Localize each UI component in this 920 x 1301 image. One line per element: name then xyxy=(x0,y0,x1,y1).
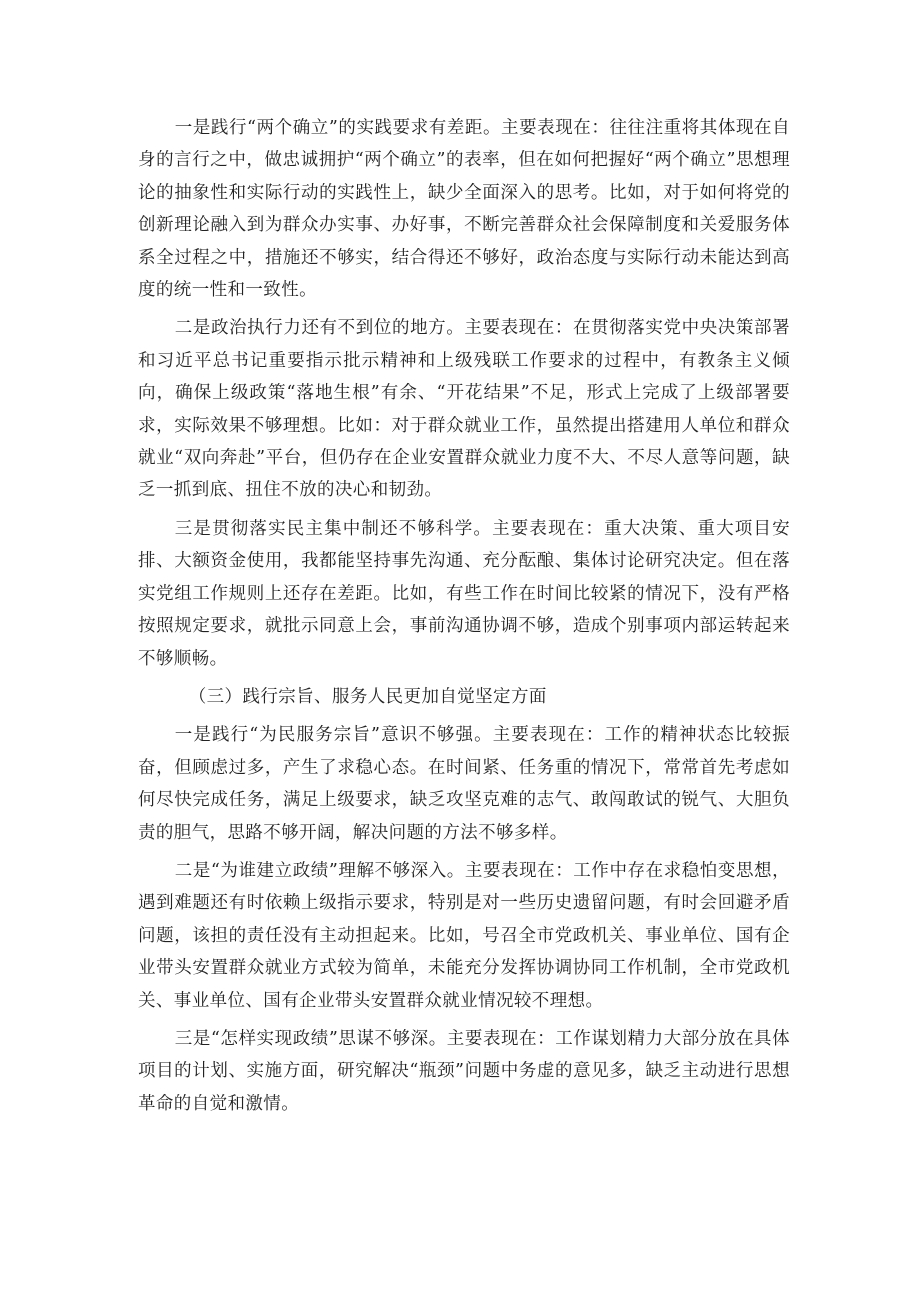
paragraph-for-whom-achievements: 二是“为谁建立政绩”理解不够深入。主要表现在：工作中存在求稳怕变思想，遇到难题还有时依赖上级指示要求，特别是对一些历史遗留问题，有时会回避矛盾问题，该担的责任没有主动担起来。比如，号召全市党政机关、事业单位、国有企业带头安置群众就业方式较为简单，未能充分发挥协调协同工作机制，全市党政机关、事业单位、国有企业带头安置群众就业情况较不理想。 xyxy=(138,860,790,1011)
document-body xyxy=(138,112,790,1126)
paragraph-political-execution: 二是政治执行力还有不到位的地方。主要表现在：在贯彻落实党中央决策部署和习近平总书记重要指示批示精神和上级残联工作要求的过程中，有教条主义倾向，确保上级政策“落地生根”有余、“开花结果”不足，形式上完成了上级部署要求，实际效果不够理想。比如：对于群众就业工作，虽然提出搭建用人单位和群众就业“双向奔赴”平台，但仍存在企业安置群众就业力度不大、不尽人意等问题，缺乏一抓到底、扭住不放的决心和韧劲。 xyxy=(138,318,790,501)
paragraph-serve-people: 一是践行“为民服务宗旨”意识不够强。主要表现在：工作的精神状态比较振奋，但顾虑过多，产生了求稳心态。在时间紧、任务重的情况下，常常首先考虑如何尽快完成任务，满足上级要求，缺乏攻坚克难的志气、敢闯敢试的锐气、大胆负责的胆气，思路不够开阔，解决问题的方法不够多样。 xyxy=(138,725,790,843)
paragraph-how-achievements: 三是“怎样实现政绩”思谋不够深。主要表现在：工作谋划精力大部分放在具体项目的计划、实施方面，研究解决“瓶颈”问题中务虚的意见多，缺乏主动进行思想革命的自觉和激情。 xyxy=(138,1028,790,1114)
paragraph-two-establishments: 一是践行“两个确立”的实践要求有差距。主要表现在：往往注重将其体现在自身的言行之中，做忠诚拥护“两个确立”的表率，但在如何把握好“两个确立”思想理论的抽象性和实际行动的实践性上，缺少全面深入的思考。比如，对于如何将党的创新理论融入到为群众办实事、办好事，不断完善群众社会保障制度和关爱服务体系全过程之中，措施还不够实，结合得还不够好，政治态度与实际行动未能达到高度的统一性和一致性。 xyxy=(138,118,790,301)
paragraph-democratic-centralism: 三是贯彻落实民主集中制还不够科学。主要表现在：重大决策、重大项目安排、大额资金使用，我都能坚持事先沟通、充分酝酿、集体讨论研究决定。但在落实党组工作规则上还存在差距。比如，有些工作在时间比较紧的情况下，没有严格按照规定要求，就批示同意上会，事前沟通协调不够，造成个别事项内部运转起来不够顺畅。 xyxy=(138,518,790,669)
section-heading: （三）践行宗旨、服务人民更加自觉坚定方面 xyxy=(188,686,547,707)
